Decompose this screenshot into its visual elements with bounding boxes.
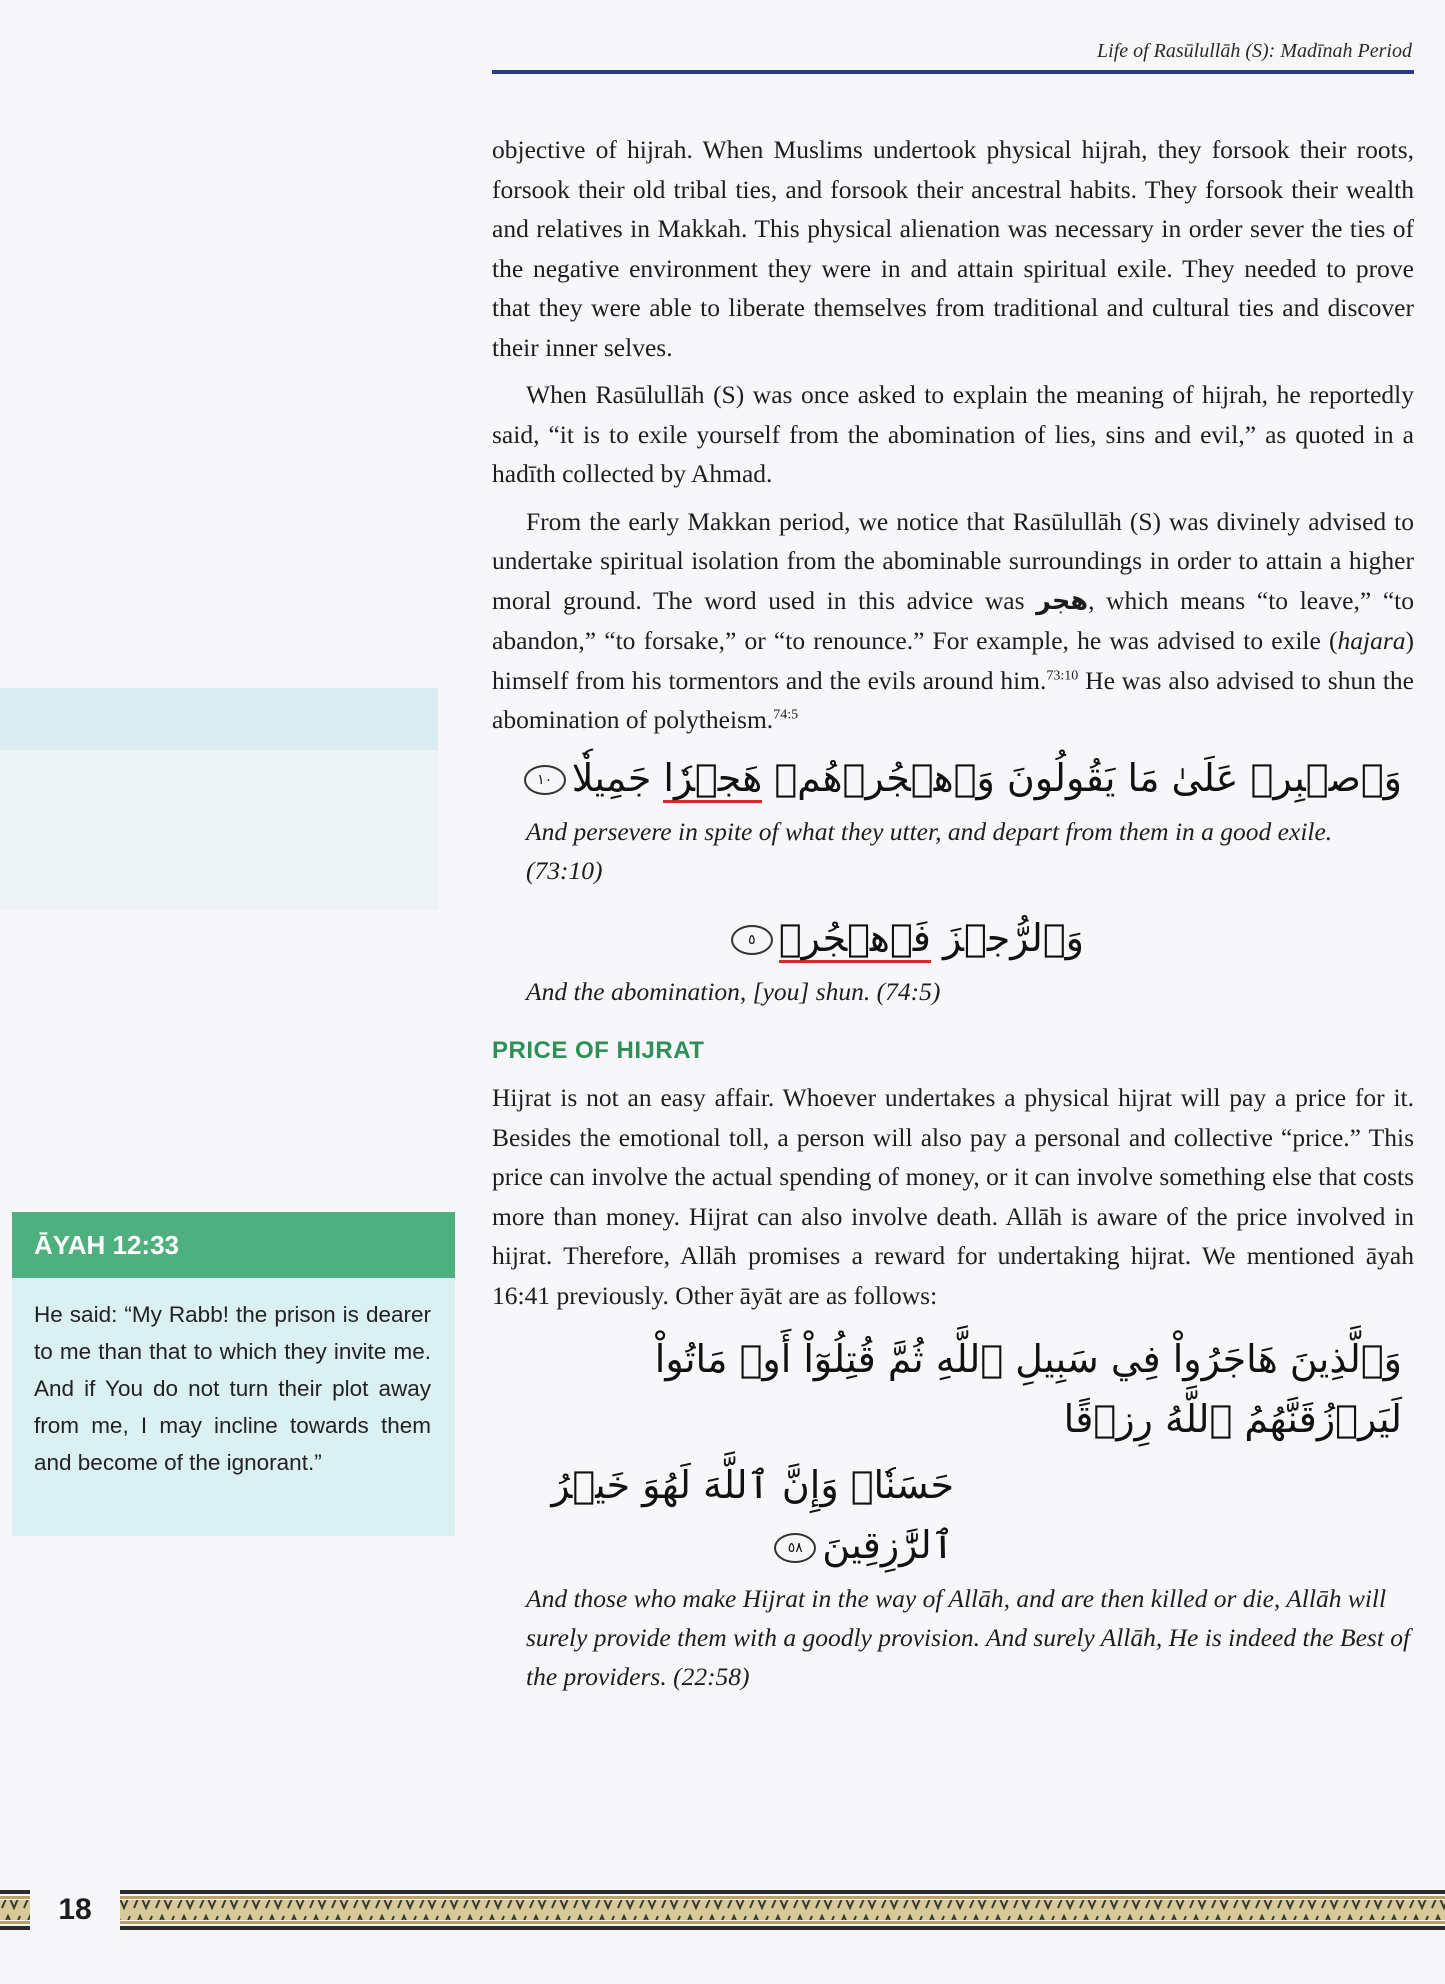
ayah-number-marker: ٥ [731, 925, 773, 955]
ayah-translation: And the abomination, [you] shun. (74:5) [526, 976, 941, 1006]
ayah-text: حَسَنٗاۚ وَإِنَّ ٱللَّهَ لَهُوَ خَيۡرُ ٱلرَّٰزِقِينَ [551, 1463, 954, 1567]
quran-ayah-74-5 [492, 908, 1414, 968]
quran-ayah-22-58-line-1: وَٱلَّذِينَ هَاجَرُواْ فِي سَبِيلِ ٱللَّهِ ثُمَّ قُتِلُوٓاْ أَوۡ مَاتُواْ لَيَرۡزُقَنَّهُمُ ٱللَّهُ رِزۡقًا [654, 1337, 1402, 1441]
ghost-sidebar-box [0, 750, 438, 910]
p3-arabic-word: هجر [1036, 585, 1089, 616]
paragraph-3 [492, 502, 1414, 740]
ghost-sidebar-band [0, 688, 438, 750]
p3-italic-word: hajara [1337, 626, 1406, 655]
footnote-ref: 73:10 [1046, 668, 1079, 683]
sidebox-title: ĀYAH 12:33 [12, 1212, 455, 1278]
ayah-translation: And persevere in spite of what they utter, and depart from them in a good exile. (73:10) [526, 816, 1333, 885]
running-header: Life of Rasūlullāh (S): Madīnah Period [1097, 40, 1412, 62]
section-heading: PRICE OF HIJRAT [492, 1036, 705, 1064]
ayah-number-marker: ٥٨ [774, 1533, 816, 1563]
p3-text-d: He was also advised to shun the abomination of polytheism. [492, 665, 1414, 734]
main-column [492, 130, 1414, 1714]
ayah-translation: And those who make Hijrat in the way of Allāh, and are then killed or die, Allāh will surely provide them with a goodly provision. And surely Allāh, He is indeed the Best of the providers. (22:58) [526, 1584, 1411, 1691]
ayah-text: وَٱصۡبِرۡ عَلَىٰ مَا يَقُولُونَ وَٱهۡجُرۡهُمۡ [762, 755, 1402, 800]
ayah-sidebox [12, 1212, 455, 1536]
footnote-ref: 74:5 [773, 707, 799, 723]
ayah-number-marker: ١٠ [524, 765, 566, 795]
quran-ayah-73-10 [492, 748, 1414, 808]
decorative-footer-border [0, 1890, 1445, 1930]
ayah-underlined-word: هَجۡرٗا [663, 756, 762, 803]
sidebox-text: He said: “My Rabb! the prison is dearer to me than that to which they invite me. And if You do not turn their plot away from me, I may incline towards them and become of the ignorant.” [34, 1302, 431, 1475]
page-number: 18 [30, 1882, 120, 1938]
p3-text-c: ) himself from his tormentors and the evils around him. [492, 626, 1414, 695]
paragraph-1: objective of hijrah. When Muslims undertook physical hijrah, they forsook their roots, forsook their old tribal ties, and forsook their ancestral habits. They forsook their wealth and relatives in Makkah. This physical alienation was necessary in order sever the ties of the negative environment they were in and attain spiritual exile. They needed to prove that they were able to liberate themselves from traditional and cultural ties and discover their inner selves. [492, 135, 1414, 362]
ayah-text: وَٱلرُّجۡزَ [930, 915, 1084, 960]
p3-text-a: From the early Makkan period, we notice that Rasūlullāh (S) was divinely advised to undertake spiritual isolation from the abominable surroundings in order to attain a higher moral ground. The word used in this advice was [492, 506, 1414, 615]
paragraph-2: When Rasūlullāh (S) was once asked to explain the meaning of hijrah, he reportedly said, “it is to exile yourself from the abomination of lies, sins and evil,” as quoted in a hadīth collected by Ahmad. [492, 380, 1414, 488]
quran-ayah-22-58-line-2 [492, 1455, 1414, 1575]
header-rule [492, 70, 1414, 74]
paragraph-4: Hijrat is not an easy affair. Whoever undertakes a physical hijrat will pay a price for it. Besides the emotional toll, a person will also pay a personal and collective “price.” This price can involve the actual spending of money, or it can involve something else that costs more than money. Hijrat can also involve death. Allāh is aware of the price involved in hijrat. Therefore, Allāh promises a reward for undertaking hijrat. We mentioned āyah 16:41 previously. Other āyāt are as follows: [492, 1083, 1414, 1310]
p3-text-b: , which means “to leave,” “to abandon,” “to forsake,” or “to renounce.” For example, he was advised to exile ( [492, 585, 1414, 655]
ayah-underlined-word: فَٱهۡجُرۡ [779, 916, 931, 963]
ayah-text: جَمِيلٗا [571, 755, 664, 800]
